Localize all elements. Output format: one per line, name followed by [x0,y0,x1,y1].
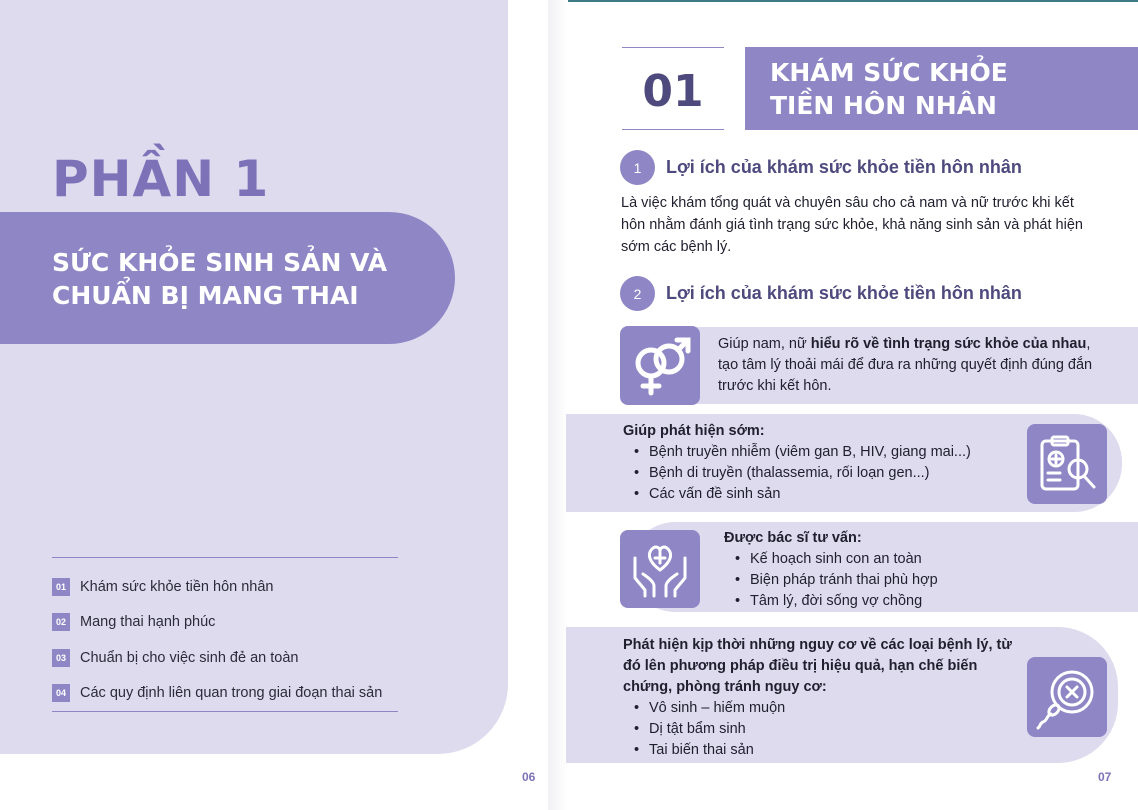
list-item: • Dị tật bẩm sinh [623,719,1023,740]
toc-item-label: Chuẩn bị cho việc sinh đẻ an toàn [80,649,299,666]
toc-item[interactable] [52,605,398,641]
section-1-heading [620,150,1022,185]
benefit-3-text [724,528,1104,612]
list-item: • Biện pháp tránh thai phù hợp [724,570,1104,591]
benefit-1-prefix: Giúp nam, nữ [718,336,811,352]
page-number-left: 06 [522,770,536,784]
toc-item[interactable] [52,569,398,605]
toc-item[interactable] [52,676,398,712]
section-number-badge: 1 [620,150,655,185]
toc-item-label: Mang thai hạnh phúc [80,614,216,631]
benefit-1-suffix: , tạo tâm lý thoải mái để đưa ra những quyết định đúng đắn trước khi kết hôn. [718,336,1093,394]
section-number-badge: 2 [620,276,655,311]
chapter-number: 01 [642,66,704,117]
list-item: • Các vấn đề sinh sản [623,484,1023,505]
sperm-egg-icon [1027,657,1107,737]
toc-number-badge: 03 [52,649,70,667]
list-item: • Tâm lý, đời sống vợ chồng [724,591,1104,612]
section-title: Lợi ích của khám sức khỏe tiền hôn nhân [666,283,1022,303]
list-item: • Bệnh di truyền (thalassemia, rối loạn gen...) [623,463,1023,484]
book-gutter [548,0,568,810]
toc-number-badge: 02 [52,613,70,631]
heart-hands-icon [620,530,700,608]
benefit-2-text [623,421,1023,505]
part-subtitle: SỨC KHỎE SINH SẢN VÀ CHUẨN BỊ MANG THAI [52,248,388,310]
list-item: • Vô sinh – hiếm muộn [623,698,1023,719]
toc-item[interactable] [52,640,398,676]
chapter-number-top-line [622,47,724,48]
benefit-3-list [724,549,1104,612]
intro-paragraph: Là việc khám tổng quát và chuyên sâu cho cả nam và nữ trước khi kết hôn nhằm đánh giá tình trạng sức khỏe, khả năng sinh sản và phát hiện sớm các bệnh lý. [621,195,1083,255]
toc-bottom-divider [52,711,398,712]
list-item: • Bệnh truyền nhiễm (viêm gan B, HIV, giang mai...) [623,442,1023,463]
benefit-1-text [718,334,1113,397]
toc-item-label: Khám sức khỏe tiền hôn nhân [80,578,274,595]
benefit-4-list [623,698,1023,761]
chapter-title [770,56,1008,122]
part-title: PHẦN 1 [52,150,270,208]
medical-report-icon [1027,424,1107,504]
benefit-2-title: Giúp phát hiện sớm: [623,423,765,439]
toc-number-badge: 01 [52,578,70,596]
benefit-2-list [623,442,1023,505]
page-number-right: 07 [1098,770,1112,784]
benefit-1-bold: hiểu rõ về tình trạng sức khỏe của nhau [810,336,1087,352]
gender-symbols-icon [620,326,700,405]
list-item: • Kế hoạch sinh con an toàn [724,549,1104,570]
section-title: Lợi ích của khám sức khỏe tiền hôn nhân [666,157,1022,177]
toc-number-badge: 04 [52,684,70,702]
table-of-contents [52,569,398,711]
benefit-3-title: Được bác sĩ tư vấn: [724,530,862,546]
toc-item-label: Các quy định liên quan trong giai đoạn thai sản [80,685,383,702]
section-2-heading [620,276,1022,311]
list-item: • Tai biến thai sản [623,740,1023,761]
chapter-number-bottom-line [622,129,724,130]
chapter-title-line2: TIỀN HÔN NHÂN [770,91,997,120]
chapter-title-line1: KHÁM SỨC KHỎE [770,58,1008,87]
toc-top-divider [52,557,398,558]
benefit-4-title: Phát hiện kịp thời những nguy cơ về các loại bệnh lý, từ đó lên phương pháp điều trị hiệu quả, hạn chế biến chứng, phòng tránh nguy cơ: [623,637,1012,695]
benefit-4-text [623,635,1023,761]
left-page [0,0,560,810]
